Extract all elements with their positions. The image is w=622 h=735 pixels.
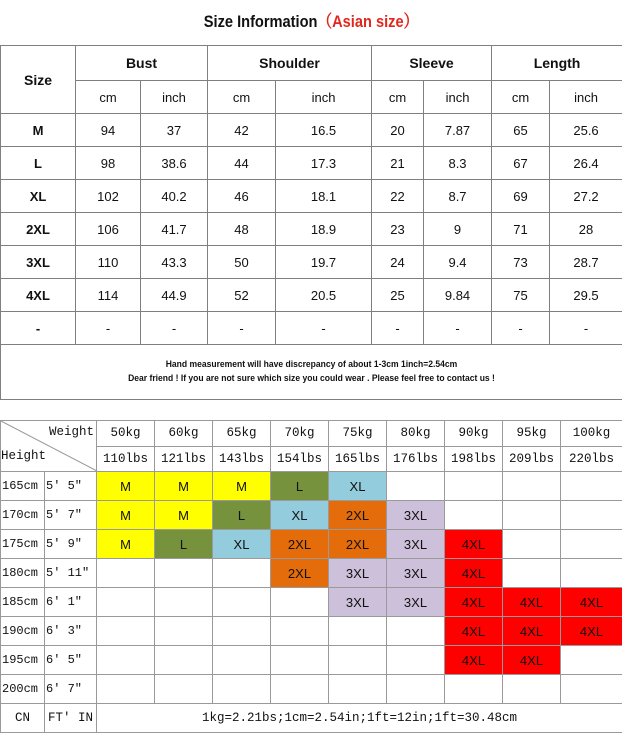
weight-lbs-header: 121lbs: [155, 446, 213, 472]
recommended-size-cell: [97, 588, 155, 617]
weight-kg-header: 100kg: [561, 421, 622, 447]
header-bust: Bust: [76, 46, 208, 81]
recommended-size-cell: 4XL: [445, 646, 503, 675]
recommended-size-cell: [155, 646, 213, 675]
measurement-cell: 9.84: [424, 279, 492, 312]
recommended-size-cell: [213, 617, 271, 646]
footer-cn: CN: [1, 704, 45, 733]
recommended-size-cell: 3XL: [387, 559, 445, 588]
recommended-size-cell: 4XL: [445, 559, 503, 588]
height-ft-in: 5′ 11": [45, 559, 97, 588]
recommended-size-cell: M: [155, 501, 213, 530]
footer-ft-in: FT′ IN: [45, 704, 97, 733]
weight-lbs-header: 110lbs: [97, 446, 155, 472]
measurement-cell: -: [276, 312, 372, 345]
header-sleeve: Sleeve: [372, 46, 492, 81]
height-row: [1, 559, 622, 588]
measurement-cell: 22: [372, 180, 424, 213]
size-label: XL: [1, 180, 76, 213]
height-cm: 170cm: [1, 501, 45, 530]
title-main: Size Information: [203, 12, 318, 31]
weight-kg-header: 65kg: [213, 421, 271, 447]
measurement-cell: 9.4: [424, 246, 492, 279]
recommended-size-cell: M: [213, 472, 271, 501]
measurement-cell: -: [208, 312, 276, 345]
recommended-size-cell: [97, 559, 155, 588]
corner-height-label: Height: [1, 449, 47, 463]
size-label: 2XL: [1, 213, 76, 246]
height-cm: 175cm: [1, 530, 45, 559]
weight-lbs-header: 154lbs: [271, 446, 329, 472]
unit-header: cm: [492, 81, 550, 114]
size-row: [1, 147, 622, 180]
measurement-cell: 73: [492, 246, 550, 279]
unit-header: inch: [550, 81, 622, 114]
measurement-cell: -: [424, 312, 492, 345]
measurement-cell: 20: [372, 114, 424, 147]
height-row: [1, 646, 622, 675]
measurement-cell: 29.5: [550, 279, 622, 312]
size-info-title: [44, 8, 579, 36]
recommended-size-cell: [271, 588, 329, 617]
recommended-size-cell: [97, 646, 155, 675]
recommended-size-cell: 4XL: [445, 588, 503, 617]
recommended-size-cell: L: [271, 472, 329, 501]
measurement-cell: 27.2: [550, 180, 622, 213]
unit-header: inch: [424, 81, 492, 114]
recommended-size-cell: 2XL: [271, 559, 329, 588]
height-ft-in: 6′ 3": [45, 617, 97, 646]
measurement-cell: -: [141, 312, 208, 345]
recommended-size-cell: 2XL: [271, 530, 329, 559]
recommended-size-cell: 4XL: [561, 617, 622, 646]
recommended-size-cell: 3XL: [387, 530, 445, 559]
size-label: -: [1, 312, 76, 345]
recommended-size-cell: [97, 617, 155, 646]
weight-lbs-header: 165lbs: [329, 446, 387, 472]
measurement-cell: 44: [208, 147, 276, 180]
measurement-cell: -: [492, 312, 550, 345]
recommended-size-cell: [561, 530, 622, 559]
recommended-size-cell: [561, 675, 622, 704]
height-row: [1, 530, 622, 559]
size-row: [1, 246, 622, 279]
weight-height-chart: [0, 420, 622, 735]
size-row: [1, 279, 622, 312]
height-row: [1, 501, 622, 530]
recommended-size-cell: XL: [213, 530, 271, 559]
recommended-size-cell: [445, 472, 503, 501]
recommended-size-cell: 3XL: [387, 588, 445, 617]
measurement-cell: 26.4: [550, 147, 622, 180]
recommended-size-cell: [329, 646, 387, 675]
measurement-cell: 48: [208, 213, 276, 246]
measurement-cell: 43.3: [141, 246, 208, 279]
conversion-note: 1kg=2.21bs;1cm=2.54in;1ft=12in;1ft=30.48cm: [97, 704, 622, 733]
recommended-size-cell: 4XL: [503, 588, 561, 617]
recommended-size-cell: 4XL: [445, 617, 503, 646]
recommended-size-cell: 2XL: [329, 530, 387, 559]
weight-kg-header: 75kg: [329, 421, 387, 447]
size-label: M: [1, 114, 76, 147]
recommended-size-cell: [561, 646, 622, 675]
measurement-cell: 50: [208, 246, 276, 279]
measurement-cell: 18.1: [276, 180, 372, 213]
height-row: [1, 588, 622, 617]
recommended-size-cell: 4XL: [445, 530, 503, 559]
measurement-note: [1, 345, 622, 400]
height-row: [1, 617, 622, 646]
recommended-size-cell: [213, 646, 271, 675]
height-row: [1, 472, 622, 501]
height-cm: 185cm: [1, 588, 45, 617]
height-ft-in: 6′ 7": [45, 675, 97, 704]
measurement-cell: 40.2: [141, 180, 208, 213]
measurement-cell: -: [372, 312, 424, 345]
header-length: Length: [492, 46, 622, 81]
measurement-cell: 23: [372, 213, 424, 246]
recommended-size-cell: L: [213, 501, 271, 530]
recommended-size-cell: L: [155, 530, 213, 559]
weight-kg-header: 90kg: [445, 421, 503, 447]
size-row: [1, 213, 622, 246]
recommended-size-cell: 3XL: [329, 559, 387, 588]
measurement-cell: 28: [550, 213, 622, 246]
size-label: L: [1, 147, 76, 180]
measurement-cell: 102: [76, 180, 141, 213]
recommended-size-cell: [213, 559, 271, 588]
measurement-cell: 98: [76, 147, 141, 180]
header-size: Size: [1, 46, 76, 114]
measurement-cell: 71: [492, 213, 550, 246]
recommended-size-cell: [503, 472, 561, 501]
height-ft-in: 5′ 5": [45, 472, 97, 501]
weight-kg-header: 95kg: [503, 421, 561, 447]
measurement-cell: 21: [372, 147, 424, 180]
measurement-cell: 75: [492, 279, 550, 312]
size-label: 3XL: [1, 246, 76, 279]
recommended-size-cell: 4XL: [503, 646, 561, 675]
height-cm: 165cm: [1, 472, 45, 501]
height-cm: 190cm: [1, 617, 45, 646]
measurement-cell: 41.7: [141, 213, 208, 246]
recommended-size-cell: [213, 675, 271, 704]
measurement-cell: 114: [76, 279, 141, 312]
measurement-cell: 25: [372, 279, 424, 312]
unit-header: inch: [141, 81, 208, 114]
recommended-size-cell: [503, 501, 561, 530]
recommended-size-cell: [503, 530, 561, 559]
recommended-size-cell: XL: [271, 501, 329, 530]
recommended-size-cell: 2XL: [329, 501, 387, 530]
measurement-cell: 52: [208, 279, 276, 312]
weight-lbs-header: 209lbs: [503, 446, 561, 472]
recommended-size-cell: M: [97, 530, 155, 559]
recommended-size-cell: [561, 559, 622, 588]
measurement-cell: -: [76, 312, 141, 345]
measurement-cell: 20.5: [276, 279, 372, 312]
recommended-size-cell: [155, 675, 213, 704]
measurement-cell: 18.9: [276, 213, 372, 246]
recommended-size-cell: 3XL: [387, 501, 445, 530]
height-ft-in: 6′ 1": [45, 588, 97, 617]
recommended-size-cell: 4XL: [561, 588, 622, 617]
recommended-size-cell: [329, 675, 387, 704]
recommended-size-cell: [445, 675, 503, 704]
unit-header: cm: [372, 81, 424, 114]
note-line-2: Dear friend ! If you are not sure which size you could wear . Please feel free to contact us !: [128, 373, 495, 384]
recommended-size-cell: [213, 588, 271, 617]
recommended-size-cell: [503, 559, 561, 588]
recommended-size-cell: [271, 675, 329, 704]
header-shoulder: Shoulder: [208, 46, 372, 81]
recommended-size-cell: [387, 646, 445, 675]
measurement-cell: 65: [492, 114, 550, 147]
recommended-size-cell: [271, 646, 329, 675]
measurement-cell: 19.7: [276, 246, 372, 279]
recommended-size-cell: M: [97, 472, 155, 501]
unit-header: cm: [208, 81, 276, 114]
height-cm: 195cm: [1, 646, 45, 675]
corner-cell: [1, 421, 97, 472]
recommended-size-cell: M: [155, 472, 213, 501]
measurement-cell: 110: [76, 246, 141, 279]
recommended-size-cell: [561, 472, 622, 501]
measurement-cell: 16.5: [276, 114, 372, 147]
measurement-cell: 69: [492, 180, 550, 213]
weight-lbs-header: 220lbs: [561, 446, 622, 472]
height-cm: 180cm: [1, 559, 45, 588]
recommended-size-cell: [387, 472, 445, 501]
measurement-cell: 94: [76, 114, 141, 147]
recommended-size-cell: [155, 559, 213, 588]
corner-weight-label: Weight: [48, 425, 94, 439]
recommended-size-cell: 3XL: [329, 588, 387, 617]
height-ft-in: 5′ 7": [45, 501, 97, 530]
measurement-cell: 28.7: [550, 246, 622, 279]
recommended-size-cell: XL: [329, 472, 387, 501]
measurement-cell: 17.3: [276, 147, 372, 180]
height-cm: 200cm: [1, 675, 45, 704]
measurement-cell: 42: [208, 114, 276, 147]
size-row: [1, 312, 622, 345]
height-ft-in: 6′ 5": [45, 646, 97, 675]
weight-lbs-header: 198lbs: [445, 446, 503, 472]
measurement-cell: 38.6: [141, 147, 208, 180]
weight-kg-header: 80kg: [387, 421, 445, 447]
measurement-cell: -: [550, 312, 622, 345]
weight-lbs-header: 176lbs: [387, 446, 445, 472]
measurement-cell: 7.87: [424, 114, 492, 147]
measurement-cell: 25.6: [550, 114, 622, 147]
measurement-cell: 67: [492, 147, 550, 180]
size-row: [1, 114, 622, 147]
recommended-size-cell: [329, 617, 387, 646]
weight-kg-header: 60kg: [155, 421, 213, 447]
size-label: 4XL: [1, 279, 76, 312]
size-row: [1, 180, 622, 213]
measurement-cell: 24: [372, 246, 424, 279]
title-asian-size: （Asian size）: [317, 12, 419, 31]
measurement-cell: 106: [76, 213, 141, 246]
recommended-size-cell: [155, 617, 213, 646]
weight-lbs-header: 143lbs: [213, 446, 271, 472]
height-ft-in: 5′ 9": [45, 530, 97, 559]
recommended-size-cell: M: [97, 501, 155, 530]
recommended-size-cell: [155, 588, 213, 617]
recommended-size-cell: [445, 501, 503, 530]
recommended-size-cell: [503, 675, 561, 704]
recommended-size-cell: 4XL: [503, 617, 561, 646]
recommended-size-cell: [387, 675, 445, 704]
unit-header: cm: [76, 81, 141, 114]
recommended-size-cell: [271, 617, 329, 646]
measurement-cell: 8.3: [424, 147, 492, 180]
measurement-cell: 37: [141, 114, 208, 147]
measurement-cell: 8.7: [424, 180, 492, 213]
recommended-size-cell: [561, 501, 622, 530]
recommended-size-cell: [387, 617, 445, 646]
size-table: [0, 45, 622, 400]
note-line-1: Hand measurement will have discrepancy of about 1-3cm 1inch=2.54cm: [165, 359, 458, 370]
unit-header: inch: [276, 81, 372, 114]
measurement-cell: 46: [208, 180, 276, 213]
recommended-size-cell: [97, 675, 155, 704]
height-row: [1, 675, 622, 704]
weight-kg-header: 50kg: [97, 421, 155, 447]
measurement-cell: 9: [424, 213, 492, 246]
weight-height-table: [0, 420, 622, 733]
weight-kg-header: 70kg: [271, 421, 329, 447]
measurement-cell: 44.9: [141, 279, 208, 312]
